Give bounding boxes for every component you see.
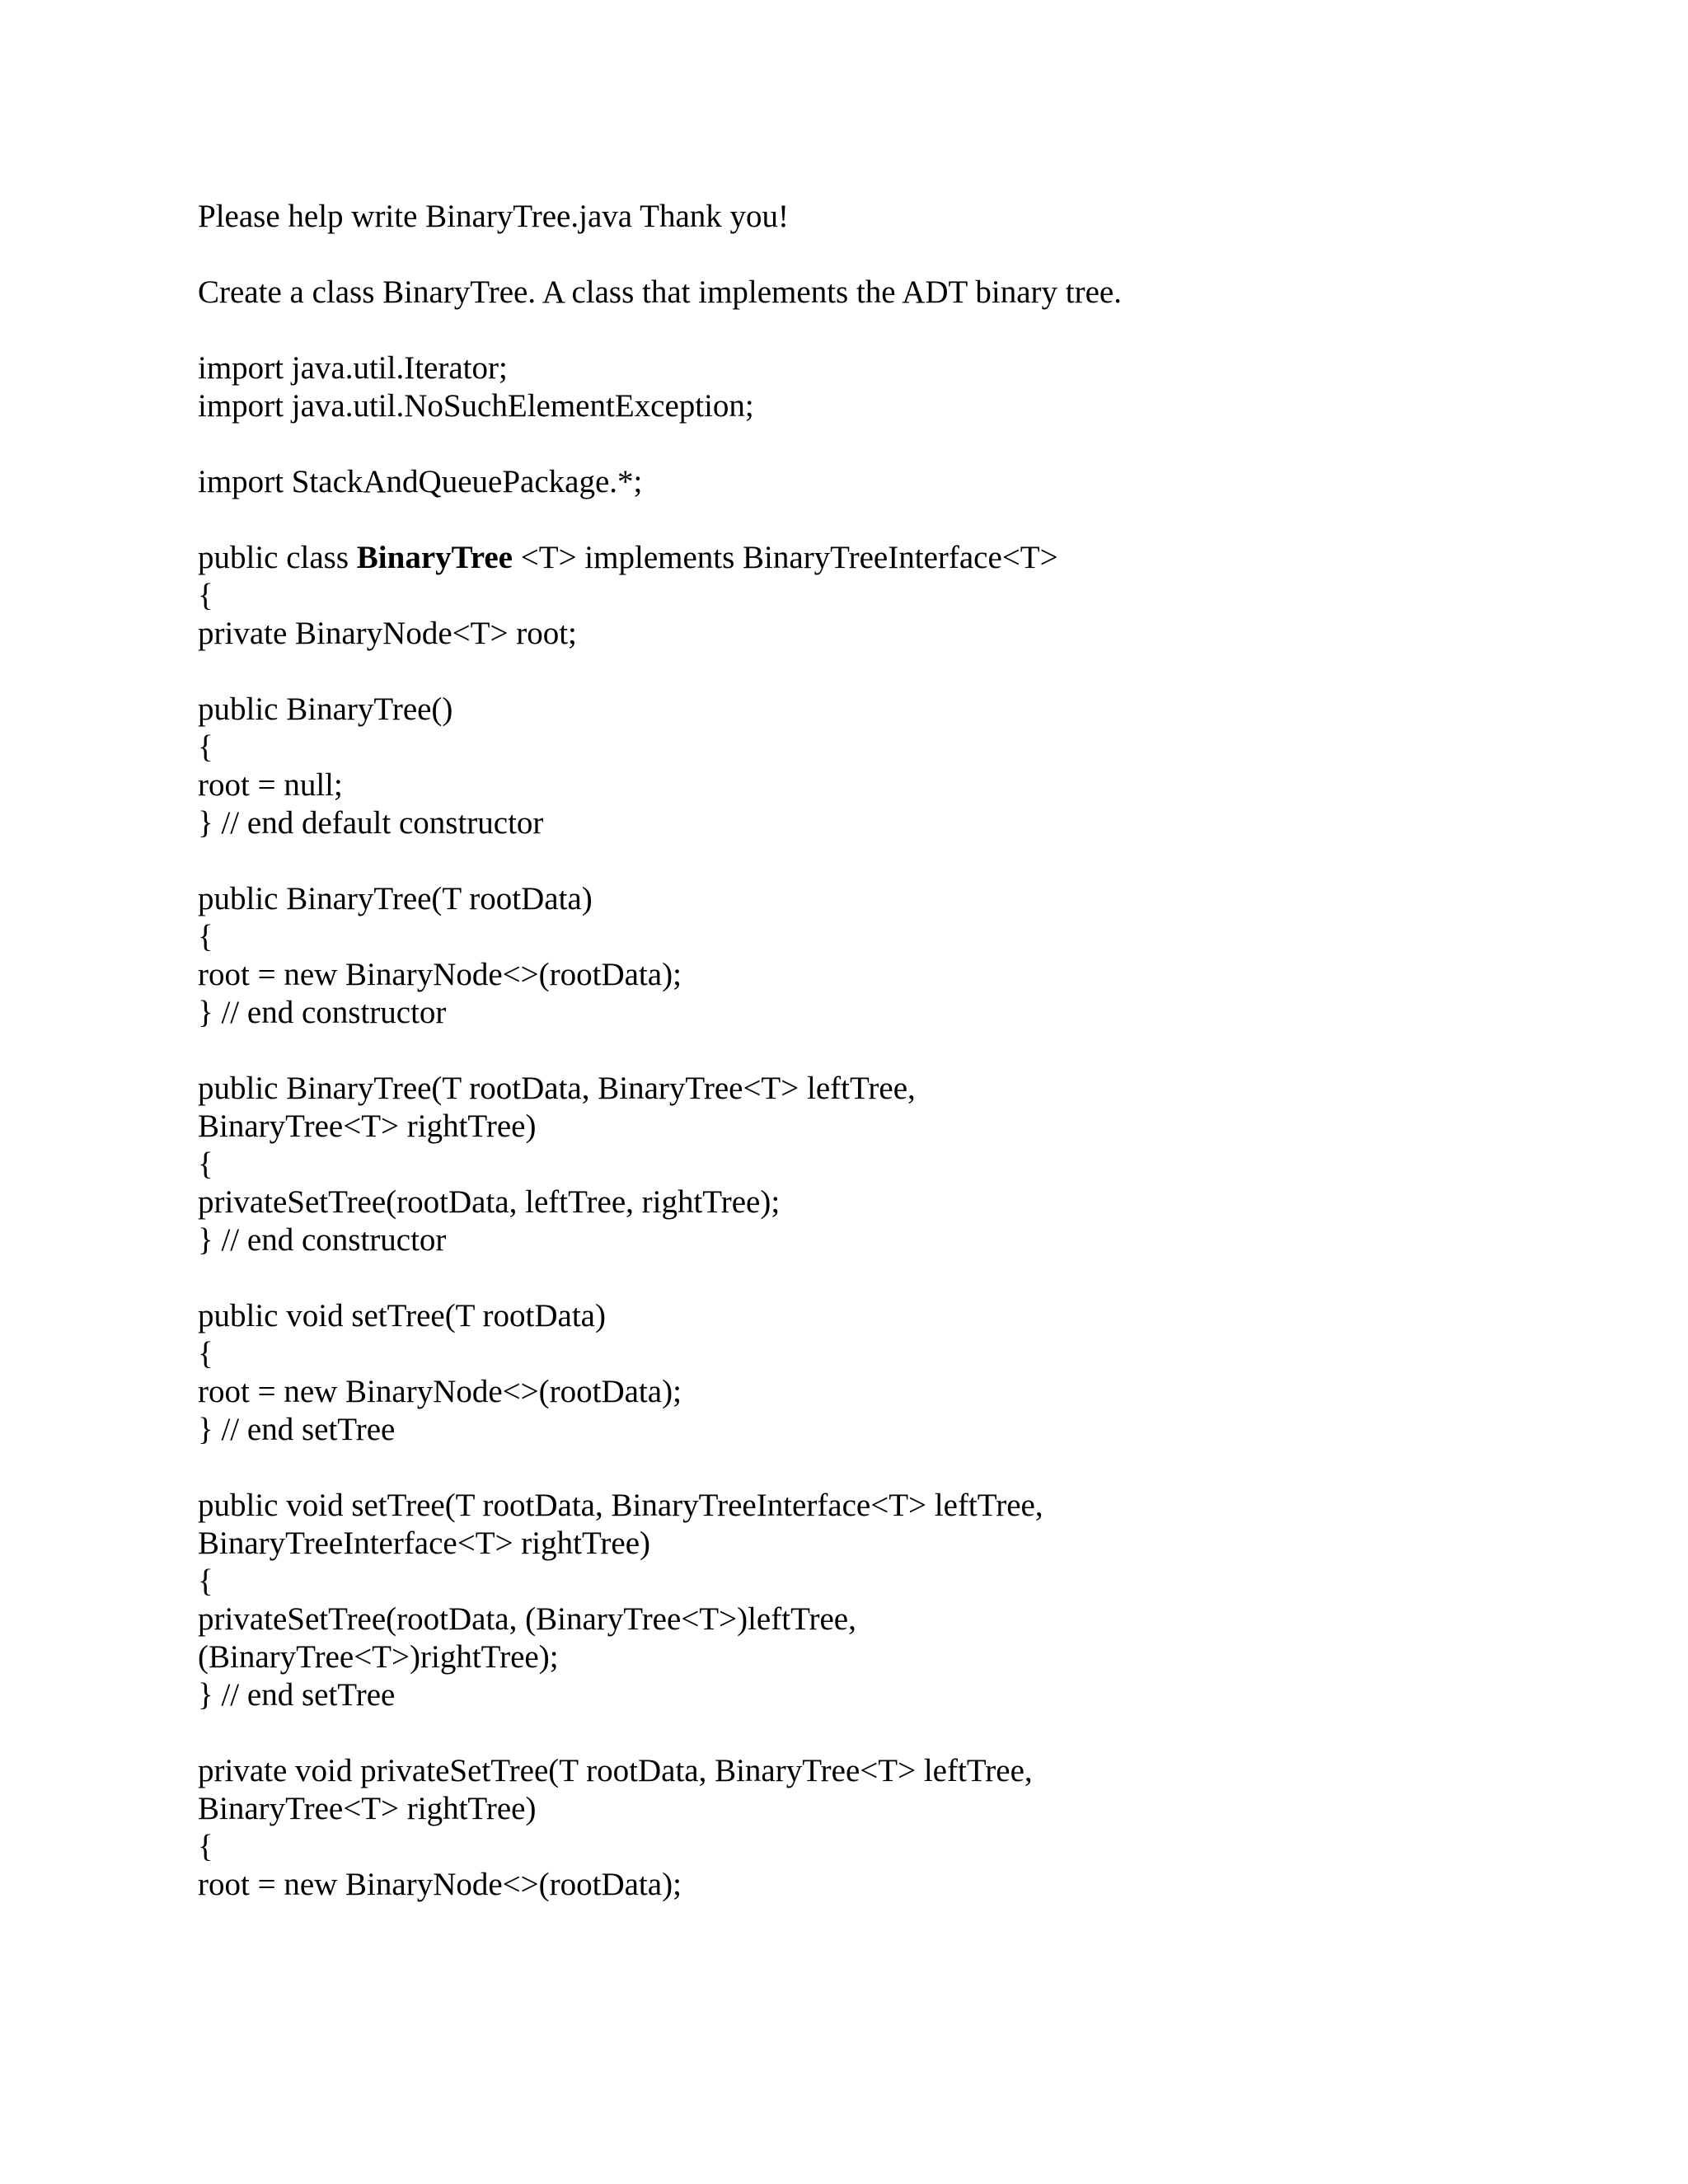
import-package: import StackAndQueuePackage.*; xyxy=(198,464,643,499)
default-ctor-end: } // end default constructor xyxy=(198,805,544,841)
private-set-tree-body: root = new BinaryNode<>(rootData); xyxy=(198,1867,682,1902)
spacer xyxy=(198,312,1599,349)
default-ctor-signature: public BinaryTree() xyxy=(198,691,453,727)
private-set-tree-signature-line-2: BinaryTree<T> rightTree) xyxy=(198,1791,537,1826)
set-tree-full-end: } // end setTree xyxy=(198,1677,396,1713)
spacer xyxy=(198,501,1599,539)
set-tree-root-open-brace: { xyxy=(198,1336,213,1371)
set-tree-root-body: root = new BinaryNode<>(rootData); xyxy=(198,1374,682,1409)
class-declaration xyxy=(198,539,1599,577)
spacer xyxy=(198,1032,1599,1070)
class-open-brace: { xyxy=(198,578,213,613)
root-ctor-body: root = new BinaryNode<>(rootData); xyxy=(198,957,682,992)
root-ctor-open-brace: { xyxy=(198,919,213,954)
document-body xyxy=(198,198,1599,1904)
import-nosuchelement: import java.util.NoSuchElementException; xyxy=(198,388,754,424)
spacer xyxy=(198,236,1599,274)
class-name: BinaryTree xyxy=(356,540,513,575)
full-ctor-end: } // end constructor xyxy=(198,1222,447,1258)
full-ctor-signature-line-2: BinaryTree<T> rightTree) xyxy=(198,1108,537,1144)
full-ctor-open-brace: { xyxy=(198,1146,213,1182)
spacer xyxy=(198,425,1599,463)
spacer xyxy=(198,842,1599,880)
class-decl-prefix: public class xyxy=(198,540,357,575)
spacer xyxy=(198,653,1599,691)
task-description: Create a class BinaryTree. A class that implements the ADT binary tree. xyxy=(198,274,1122,310)
request-text: Please help write BinaryTree.java Thank you! xyxy=(198,199,789,234)
root-ctor-end: } // end constructor xyxy=(198,995,447,1030)
set-tree-full-signature-line-2: BinaryTreeInterface<T> rightTree) xyxy=(198,1526,651,1561)
private-set-tree-signature-line-1: private void privateSetTree(T rootData, BinaryTree<T> leftTree, xyxy=(198,1753,1033,1788)
set-tree-full-body-line-2: (BinaryTree<T>)rightTree); xyxy=(198,1639,559,1675)
set-tree-full-open-brace: { xyxy=(198,1563,213,1599)
spacer xyxy=(198,1449,1599,1487)
spacer xyxy=(198,1714,1599,1752)
default-ctor-body: root = null; xyxy=(198,767,343,803)
full-ctor-body: privateSetTree(rootData, leftTree, rightTree); xyxy=(198,1184,781,1220)
root-field: private BinaryNode<T> root; xyxy=(198,616,577,651)
set-tree-root-end: } // end setTree xyxy=(198,1412,396,1447)
private-set-tree-open-brace: { xyxy=(198,1829,213,1864)
class-decl-suffix: <T> implements BinaryTreeInterface<T> xyxy=(513,540,1058,575)
set-tree-root-signature: public void setTree(T rootData) xyxy=(198,1298,606,1333)
set-tree-full-body-line-1: privateSetTree(rootData, (BinaryTree<T>)leftTree, xyxy=(198,1601,856,1637)
default-ctor-open-brace: { xyxy=(198,729,213,765)
import-iterator: import java.util.Iterator; xyxy=(198,350,508,386)
root-ctor-signature: public BinaryTree(T rootData) xyxy=(198,881,593,916)
full-ctor-signature-line-1: public BinaryTree(T rootData, BinaryTree<T> leftTree, xyxy=(198,1071,916,1106)
set-tree-full-signature-line-1: public void setTree(T rootData, BinaryTreeInterface<T> leftTree, xyxy=(198,1488,1043,1523)
spacer xyxy=(198,1259,1599,1297)
